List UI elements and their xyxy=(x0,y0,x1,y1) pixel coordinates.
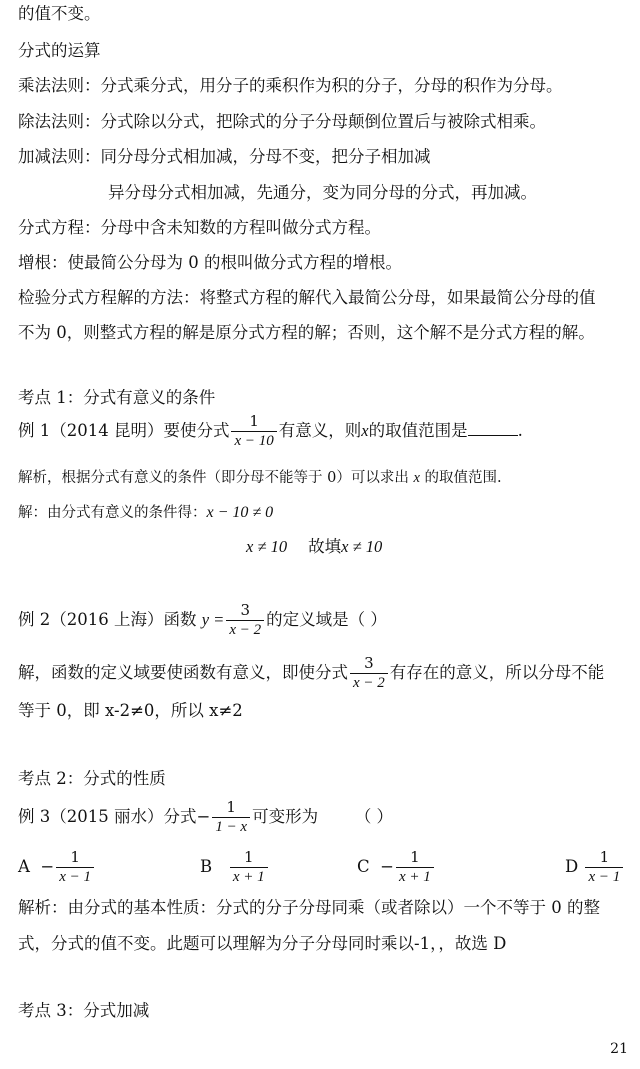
option-label: B xyxy=(200,857,213,876)
example-text: 有意义，则 xyxy=(278,421,362,440)
math-expression: x ≠ 10 xyxy=(341,537,383,556)
text-line: 不为 0，则整式方程的解是原分式方程的解；否则，这个解不是分式方程的解。 xyxy=(18,323,595,342)
example-text: （ ） xyxy=(354,807,394,826)
option-a xyxy=(18,850,96,885)
denominator: x + 1 xyxy=(396,867,434,885)
text-line: 检验分式方程解的方法：将整式方程的解代入最简公分母，如果最简公分母的值 xyxy=(18,288,596,307)
example-text: . xyxy=(517,421,523,440)
example-3 xyxy=(18,800,393,835)
example-2 xyxy=(18,603,387,638)
example-text: 可变形为 xyxy=(252,807,319,826)
fraction xyxy=(585,850,623,885)
analysis-line xyxy=(18,467,502,489)
text-line: 增根：使最简公分母为 0 的根叫做分式方程的增根。 xyxy=(18,253,402,272)
analysis-text: 解析，根据分式有意义的条件（即分母不能等于 0）可以求出 xyxy=(18,470,409,486)
solution-line xyxy=(18,502,273,524)
solution-line xyxy=(246,536,382,558)
page-number: 21 xyxy=(610,1041,628,1057)
variable: x xyxy=(413,470,420,486)
example-text: 例 2（2016 上海）函数 xyxy=(18,610,197,629)
numerator: 3 xyxy=(240,601,250,619)
fraction xyxy=(212,800,250,835)
fraction xyxy=(56,850,94,885)
option-b xyxy=(200,850,270,885)
sign: − xyxy=(40,857,55,876)
denominator: x + 1 xyxy=(230,867,268,885)
text-line: 加减法则：同分母分式相加减，分母不变，把分子相加减 xyxy=(18,147,431,166)
text-line: 乘法法则：分式乘分式，用分子的乘积作为积的分子，分母的积作为分母。 xyxy=(18,76,563,95)
text-line: 异分母分式相加减，先通分，变为同分母的分式，再加减。 xyxy=(108,183,537,202)
text-line: 分式方程：分母中含未知数的方程叫做分式方程。 xyxy=(18,218,381,237)
example-text: 的取值范围是 xyxy=(368,421,468,440)
numerator: 3 xyxy=(364,654,374,672)
math-expression: x − 10 ≠ 0 xyxy=(206,504,274,521)
numerator: 1 xyxy=(599,848,610,866)
example-text: 例 3（2015 丽水）分式 xyxy=(18,807,197,826)
denominator: x − 2 xyxy=(350,673,388,691)
answer-text: 有存在的意义，所以分母不能 xyxy=(389,663,605,682)
analysis-line: 解析：由分式的基本性质：分式的分子分母同乘（或者除以）一个不等于 0 的整 xyxy=(18,898,600,917)
option-label: D xyxy=(565,857,579,876)
variable: x xyxy=(361,421,369,440)
fraction xyxy=(231,414,276,449)
section-heading: 考点 3：分式加减 xyxy=(18,1001,150,1020)
fraction xyxy=(396,850,434,885)
answer-text: 解，函数的定义域要使函数有意义，即使分式 xyxy=(18,663,348,682)
example-text: 的定义域是（ ） xyxy=(266,610,387,629)
section-heading: 考点 1：分式有意义的条件 xyxy=(18,388,216,407)
denominator: x − 1 xyxy=(56,867,94,885)
sign: − xyxy=(380,857,394,876)
text-line: 的值不变。 xyxy=(18,4,101,23)
fraction xyxy=(350,656,388,691)
option-d xyxy=(565,850,625,885)
example-text: 例 1（2014 昆明）要使分式 xyxy=(18,421,230,440)
section-heading: 分式的运算 xyxy=(18,41,101,60)
option-label: C xyxy=(357,857,370,876)
answer-line xyxy=(18,656,604,691)
math-expression: x ≠ 10 xyxy=(246,537,288,556)
denominator: 1 − x xyxy=(212,817,250,835)
denominator: x − 1 xyxy=(585,867,623,885)
solution-text: 解：由分式有意义的条件得： xyxy=(18,505,207,521)
numerator: 1 xyxy=(410,848,420,866)
numerator: 1 xyxy=(226,798,236,816)
fraction xyxy=(230,850,268,885)
numerator: 1 xyxy=(70,848,80,866)
numerator: 1 xyxy=(244,848,254,866)
answer-line: 等于 0，即 x-2≠0，所以 x≠2 xyxy=(18,701,243,720)
analysis-text: 的取值范围. xyxy=(424,470,502,486)
solution-text: 故填 xyxy=(308,537,342,556)
text-line: 除法法则：分式除以分式，把除式的分子分母颠倒位置后与被除式相乘。 xyxy=(18,112,546,131)
denominator: x − 2 xyxy=(226,620,264,638)
option-label: A xyxy=(18,857,30,876)
sign: − xyxy=(196,807,211,826)
analysis-line: 式，分式的值不变。此题可以理解为分子分母同时乘以-1，，故选 D xyxy=(18,934,507,953)
example-1 xyxy=(18,414,523,449)
fraction xyxy=(226,603,264,638)
answer-blank xyxy=(468,421,518,436)
section-heading: 考点 2：分式的性质 xyxy=(18,769,166,788)
math-expression: y = xyxy=(201,610,225,629)
denominator: x − 10 xyxy=(231,431,276,449)
numerator: 1 xyxy=(249,412,259,430)
option-c xyxy=(357,850,436,885)
